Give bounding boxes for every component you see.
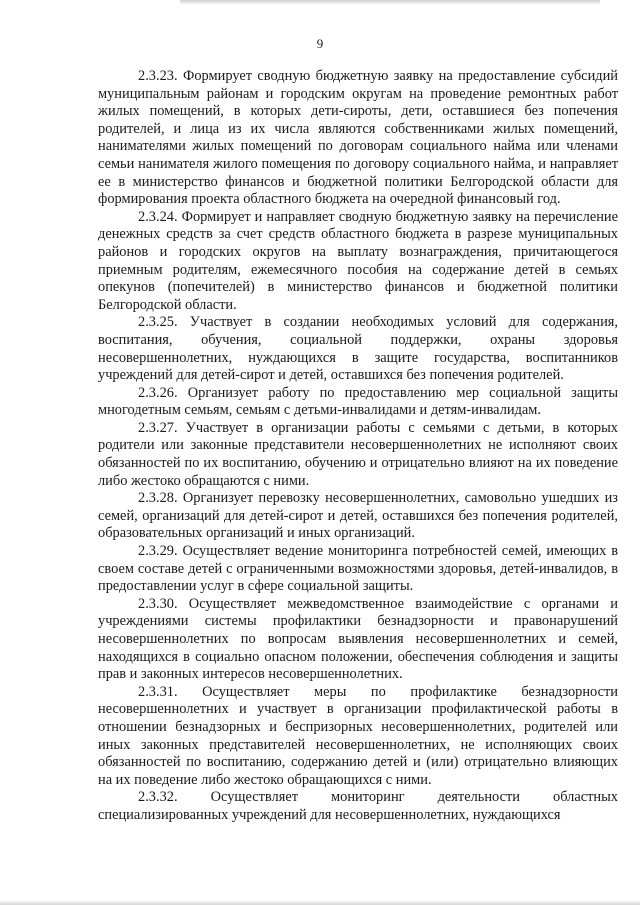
paragraph-2-3-26: 2.3.26. Организует работу по предоставлению мер социальной защиты многодетным семьям, семьям с детьми-инвалидами и детям-инвалидам. [98, 384, 618, 419]
paragraph-2-3-28: 2.3.28. Организует перевозку несовершеннолетних, самовольно ушедших из семей, организаций для детей-сирот и детей, оставшихся без попечения родителей, образовательных организаций и иных организаций. [98, 490, 618, 542]
paragraph-2-3-25: 2.3.25. Участвует в создании необходимых условий для содержания, воспитания, обучения, социальной поддержки, охраны здоровья несовершеннолетних, нуждающихся в защите государства, воспитанников учреждений для детей-сирот и детей, оставшихся без попечения родителей. [98, 314, 618, 384]
paragraph-2-3-24: 2.3.24. Формирует и направляет сводную бюджетную заявку на перечисление денежных средств за счет средств областного бюджета в разрезе муниципальных районов и городских округов на выплату вознаграждения, причитающегося приемным родителям, ежемесячного пособия на содержание детей в семьях опекунов (попечителей) в министерство финансов и бюджетной политики Белгородской области. [98, 208, 618, 313]
paragraph-2-3-31: 2.3.31. Осуществляет меры по профилактике безнадзорности несовершеннолетних и участвует в организации профилактической работы в отношении безнадзорных и беспризорных несовершеннолетних, родителей или иных законных представителей несовершеннолетних, не исполняющих своих обязанностей по воспитанию, содержанию детей и (или) отрицательно влияющих на их поведение либо жестоко обращающихся с ними. [98, 683, 618, 788]
paragraph-2-3-23: 2.3.23. Формирует сводную бюджетную заявку на предоставление субсидий муниципальным районам и городским округам на проведение ремонтных работ жилых помещений, в которых дети-сироты, дети, оставшиеся без попечения родителей, и лица из их числа являются собственниками жилых помещений, нанимателями жилых помещений по договорам социального найма или членами семьи нанимателя жилого помещения по договору социального найма, и направляет ее в министерство финансов и бюджетной политики Белгородской области для формирования проекта областного бюджета на очередной финансовый год. [98, 68, 618, 208]
scan-artifact-bottom [0, 900, 640, 905]
paragraph-2-3-32: 2.3.32. Осуществляет мониторинг деятельности областных специализированных учреждений для несовершеннолетних, нуждающихся [98, 789, 618, 823]
scan-artifact-top [180, 0, 600, 5]
page-number: 9 [316, 36, 324, 51]
paragraph-2-3-29: 2.3.29. Осуществляет ведение мониторинга потребностей семей, имеющих в своем составе детей с ограниченными возможностями здоровья, детей-инвалидов, в предоставлении услуг в сфере социальной защиты. [98, 543, 618, 595]
paragraph-2-3-30: 2.3.30. Осуществляет межведомственное взаимодействие с органами и учреждениями системы профилактики безнадзорности и правонарушений несовершеннолетних по вопросам выявления несовершеннолетних и семей, находящихся в социально опасном положении, обеспечения соблюдения и защиты прав и законных интересов несовершеннолетних. [98, 595, 618, 683]
document-body [98, 68, 618, 825]
paragraph-2-3-27: 2.3.27. Участвует в организации работы с семьями с детьми, в которых родители или законные представители несовершеннолетних не исполняют своих обязанностей по их воспитанию, обучению и отрицательно влияют на их поведение либо жестоко обращаются с ними. [98, 419, 618, 489]
